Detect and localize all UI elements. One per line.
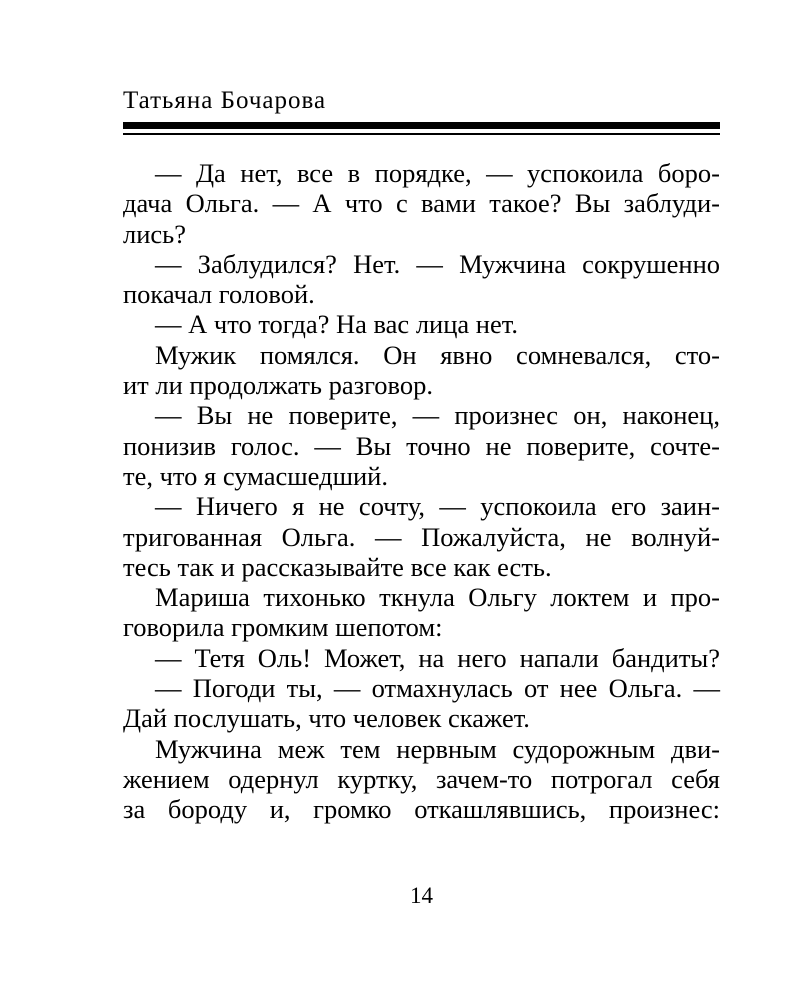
text-line: тригованная Ольга. — Пожалуйста, не волнуй- [123,521,720,552]
header-rule-thin [123,133,720,135]
text-line: Мариша тихонько ткнула Ольгу локтем и про- [155,582,720,613]
text-line: за бороду и, громко откашлявшись, произнес: [123,794,720,825]
page-number: 14 [410,883,433,908]
text-line: понизив голос. — Вы точно не поверите, сочте- [123,430,720,461]
text-line: Мужчина меж тем нервным судорожным дви- [155,733,720,764]
text-line: — Вы не поверите, — произнес он, наконец, [155,400,720,431]
text-line: покачал головой. [123,279,315,310]
text-line: — А что тогда? На вас лица нет. [155,309,518,340]
text-line: говорила громким шепотом: [123,612,443,643]
text-line: — Ничего я не сочту, — успокоила его заин- [155,491,720,522]
text-line: те, что я сумасшедший. [123,460,388,491]
text-line: ит ли продолжать разговор. [123,370,434,401]
text-line: тесь так и рассказывайте все как есть. [123,551,552,582]
running-head-author: Татьяна Бочарова [123,87,327,114]
text-line: — Тетя Оль! Может, на него напали бандиты? [155,642,720,673]
text-line: — Погоди ты, — отмахнулась от нее Ольга. — [155,673,720,704]
text-line: Мужик помялся. Он явно сомневался, сто- [155,339,720,370]
text-line: Дай послушать, что человек скажет. [123,703,530,734]
text-line: дача Ольга. — А что с вами такое? Вы заблуди- [123,188,720,219]
text-line: — Заблудился? Нет. — Мужчина сокрушенно [155,248,720,279]
body-text [123,158,720,825]
text-line: — Да нет, все в порядке, — успокоила боро- [155,158,720,188]
text-line: лись? [123,218,187,249]
text-line: жением одернул куртку, зачем-то потрогал себя [123,763,720,794]
header-rule-thick [123,122,720,129]
